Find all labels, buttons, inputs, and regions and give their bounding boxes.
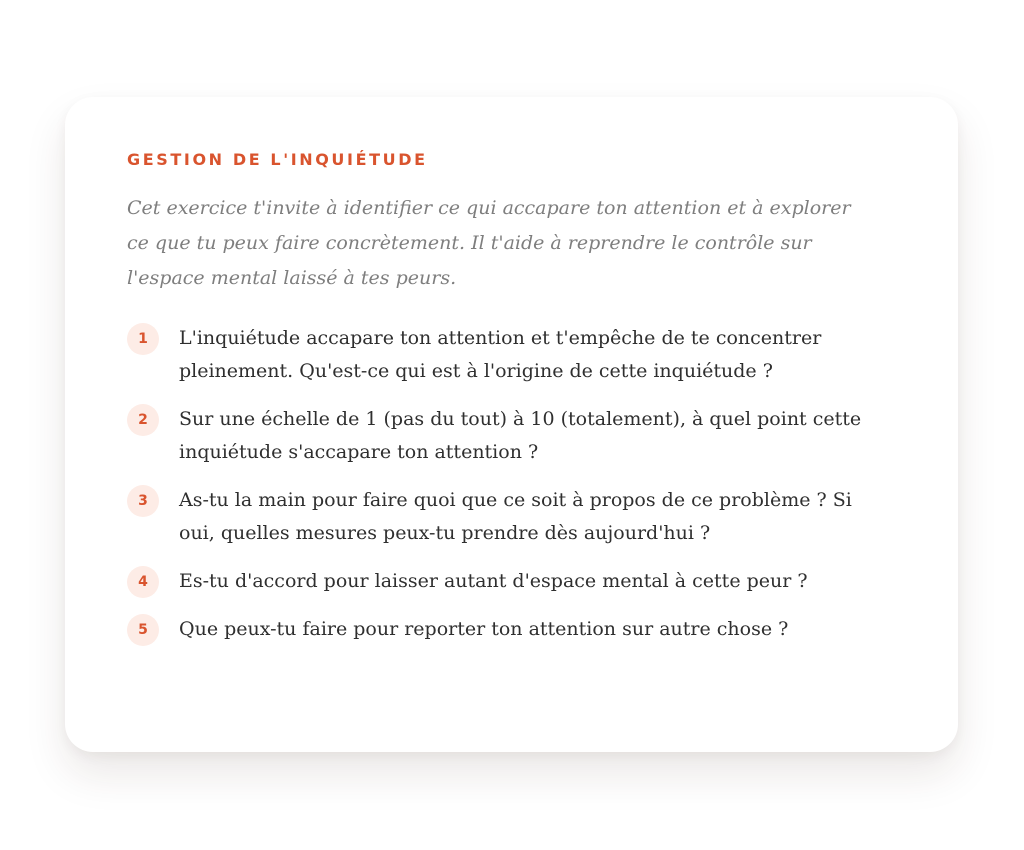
question-item — [127, 328, 896, 388]
question-item — [127, 619, 896, 646]
question-item — [127, 571, 896, 598]
step-number-badge: 5 — [127, 614, 159, 646]
question-item — [127, 409, 896, 469]
question-text: As-tu la main pour faire quoi que ce soit à propos de ce problème ? Si oui, quelles mesures peux-tu prendre dès aujourd'hui ? — [179, 489, 852, 544]
card-intro: Cet exercice t'invite à identifier ce qui accapare ton attention et à explorer ce que tu peux faire concrètement. Il t'aide à reprendre le contrôle sur l'espace mental laissé à tes peurs. — [127, 197, 851, 289]
step-number-badge: 2 — [127, 404, 159, 436]
step-number-badge: 3 — [127, 485, 159, 517]
card-title: GESTION DE L'INQUIÉTUDE — [127, 150, 428, 169]
step-number-badge: 1 — [127, 323, 159, 355]
step-number-badge: 4 — [127, 566, 159, 598]
question-text: Que peux-tu faire pour reporter ton attention sur autre chose ? — [179, 618, 789, 640]
question-text: L'inquiétude accapare ton attention et t'empêche de te concentrer pleinement. Qu'est-ce qui est à l'origine de cette inquiétude ? — [179, 327, 822, 382]
exercise-card — [65, 97, 958, 752]
question-item — [127, 490, 896, 550]
question-text: Es-tu d'accord pour laisser autant d'espace mental à cette peur ? — [179, 570, 808, 592]
question-list — [127, 328, 896, 646]
question-text: Sur une échelle de 1 (pas du tout) à 10 (totalement), à quel point cette inquiétude s'accapare ton attention ? — [179, 408, 862, 463]
